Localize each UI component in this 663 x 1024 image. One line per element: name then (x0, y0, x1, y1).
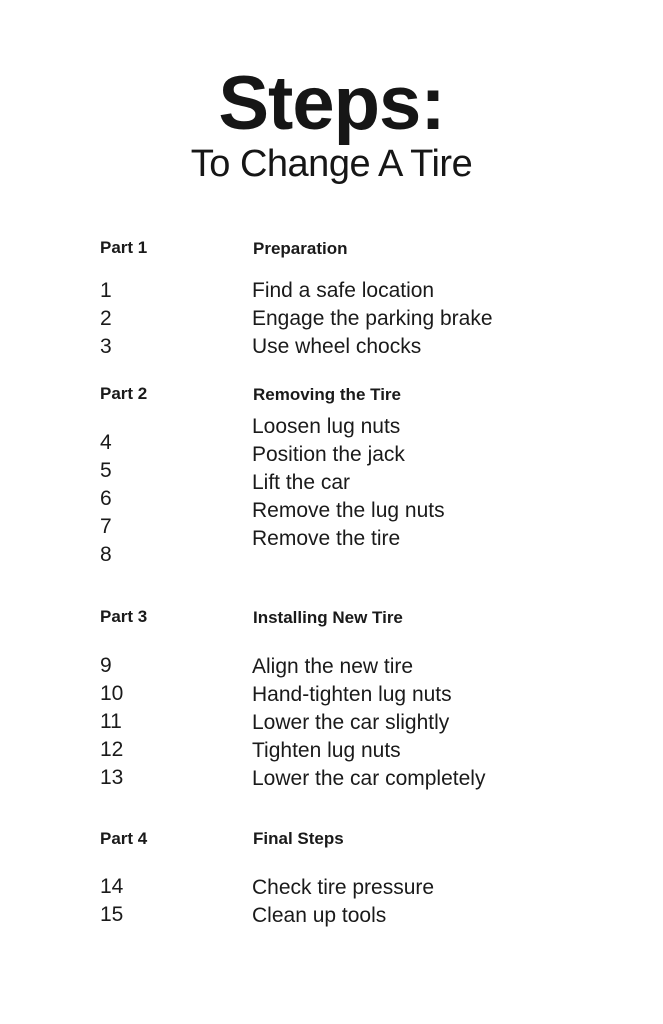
part-1-steps (252, 277, 493, 361)
step-text: Loosen lug nuts (252, 415, 401, 438)
step-number: 12 (100, 738, 124, 761)
part-4-label: Part 4 (100, 829, 148, 848)
step-text: Use wheel chocks (252, 335, 422, 358)
step-text: Check tire pressure (252, 876, 435, 899)
step-text: Remove the lug nuts (252, 499, 445, 522)
part-2-label: Part 2 (100, 384, 148, 403)
step-text: Find a safe location (252, 279, 435, 302)
step-number: 10 (100, 682, 124, 705)
part-3-title: Installing New Tire (253, 608, 403, 627)
step-number: 6 (100, 487, 112, 510)
part-4-numbers (100, 873, 123, 929)
part-4-title: Final Steps (253, 829, 344, 848)
step-number: 13 (100, 766, 124, 789)
part-3-numbers (100, 652, 123, 792)
part-1-numbers (100, 277, 112, 361)
part-2-title: Removing the Tire (253, 385, 401, 404)
step-text: Remove the tire (252, 527, 401, 550)
step-text: Lower the car completely (252, 767, 486, 790)
step-number: 2 (100, 307, 112, 330)
part-2-steps (252, 413, 445, 553)
step-text: Tighten lug nuts (252, 739, 401, 762)
step-text: Lower the car slightly (252, 711, 450, 734)
step-number: 11 (100, 710, 122, 733)
step-text: Align the new tire (252, 655, 414, 678)
part-2-numbers (100, 429, 112, 569)
step-number: 4 (100, 431, 112, 454)
step-text: Hand-tighten lug nuts (252, 683, 452, 706)
step-number: 9 (100, 654, 112, 677)
part-1-title: Preparation (253, 239, 348, 258)
step-number: 1 (100, 279, 112, 302)
step-text: Position the jack (252, 443, 405, 466)
page-title: Steps: (218, 61, 445, 146)
step-number: 15 (100, 903, 124, 926)
step-text: Lift the car (252, 471, 351, 494)
step-number: 7 (100, 515, 112, 538)
page-subtitle: To Change A Tire (190, 143, 473, 185)
step-number: 8 (100, 543, 112, 566)
step-number: 14 (100, 875, 124, 898)
part-4-steps (252, 874, 434, 930)
step-text: Engage the parking brake (252, 307, 493, 330)
step-number: 5 (100, 459, 112, 482)
step-text: Clean up tools (252, 904, 387, 927)
step-number: 3 (100, 335, 112, 358)
part-3-label: Part 3 (100, 607, 148, 626)
part-1-label: Part 1 (100, 238, 148, 257)
part-3-steps (252, 653, 485, 793)
